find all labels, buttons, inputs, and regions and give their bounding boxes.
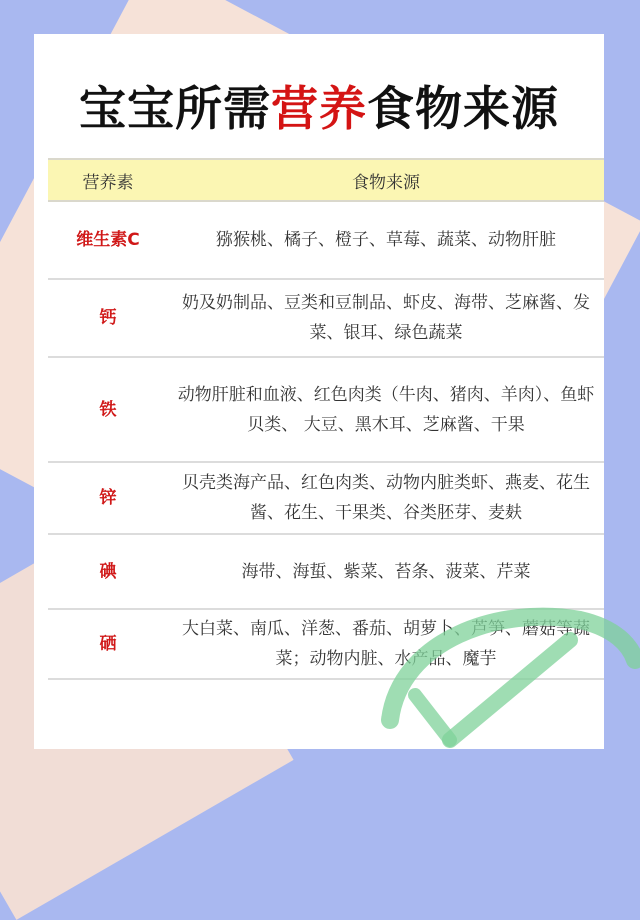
table-row xyxy=(48,357,604,462)
food-sources: 动物肝脏和血液、红色肉类（牛肉、猪肉、羊肉）、鱼虾贝类、 大豆、黑木耳、芝麻酱、干果 xyxy=(168,357,604,462)
title-highlight: 营养 xyxy=(271,82,367,137)
nutrient-name: 钙 xyxy=(48,279,168,357)
nutrient-name: 维生素C xyxy=(48,201,168,279)
table-row xyxy=(48,462,604,534)
food-sources: 奶及奶制品、豆类和豆制品、虾皮、海带、芝麻酱、发菜、银耳、绿色蔬菜 xyxy=(168,279,604,357)
nutrient-name: 铁 xyxy=(48,357,168,462)
nutrient-name: 碘 xyxy=(48,534,168,609)
food-sources: 海带、海蜇、紫菜、苔条、菠菜、芹菜 xyxy=(168,534,604,609)
column-header-nutrient: 营养素 xyxy=(48,159,168,201)
title-part: 食物来源 xyxy=(367,82,559,137)
food-sources: 猕猴桃、橘子、橙子、草莓、蔬菜、动物肝脏 xyxy=(168,201,604,279)
table-row xyxy=(48,534,604,609)
food-sources: 贝壳类海产品、红色肉类、动物内脏类虾、燕麦、花生酱、花生、干果类、谷类胚芽、麦麸 xyxy=(168,462,604,534)
nutrient-name: 锌 xyxy=(48,462,168,534)
food-sources: 大白菜、南瓜、洋葱、番茄、胡萝卜、芦笋、蘑菇等蔬菜；动物内脏、水产品、魔芋 xyxy=(168,609,604,679)
table-header-row xyxy=(48,159,604,201)
table-row xyxy=(48,201,604,279)
title-part: 宝宝所需 xyxy=(79,82,271,137)
column-header-sources: 食物来源 xyxy=(168,159,604,201)
page-title xyxy=(34,72,604,139)
nutrient-name: 硒 xyxy=(48,609,168,679)
green-check-icon xyxy=(380,600,640,749)
table-row xyxy=(48,279,604,357)
